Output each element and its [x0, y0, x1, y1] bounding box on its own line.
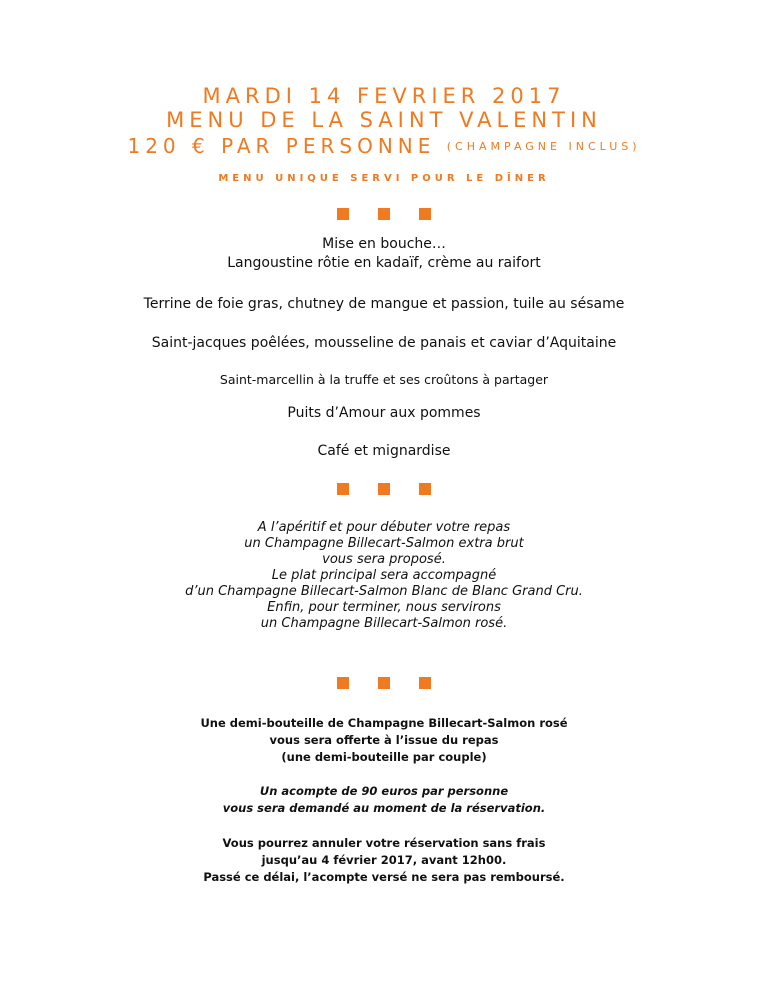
course-line: Saint-jacques poêlées, mousseline de panais et caviar d’Aquitaine	[151, 335, 617, 351]
wine-line: Le plat principal sera accompagné	[271, 568, 497, 583]
course-line: Terrine de foie gras, chutney de mangue et passion, tuile au sésame	[143, 296, 625, 312]
course-main	[0, 334, 768, 353]
course-starter	[0, 295, 768, 314]
wine-line: un Champagne Billecart-Salmon extra brut	[244, 536, 524, 551]
course-line: Café et mignardise	[317, 443, 451, 459]
event-date: MARDI 14 FEVRIER 2017	[202, 84, 566, 108]
gift-note	[0, 715, 768, 766]
wine-pairing	[0, 520, 768, 632]
orange-square-icon	[419, 208, 431, 220]
note-line: (une demi-bouteille par couple)	[281, 750, 487, 764]
course-line: Mise en bouche…	[322, 236, 446, 252]
course-line: Langoustine rôtie en kadaïf, crème au raifort	[227, 255, 541, 271]
orange-square-icon	[378, 483, 390, 495]
course-line: Puits d’Amour aux pommes	[287, 405, 481, 421]
champagne-included-text: (CHAMPAGNE INCLUS)	[446, 140, 641, 153]
note-line: vous sera demandé au moment de la réservation.	[222, 801, 546, 815]
wine-line: A l’apéritif et pour débuter votre repas	[257, 520, 511, 535]
orange-square-icon	[337, 208, 349, 220]
course-coffee	[0, 442, 768, 461]
orange-square-icon	[337, 677, 349, 689]
note-line: vous sera offerte à l’issue du repas	[269, 733, 499, 747]
course-dessert	[0, 404, 768, 423]
menu-header	[0, 84, 768, 184]
wine-line: d’un Champagne Billecart-Salmon Blanc de Blanc Grand Cru.	[185, 584, 583, 599]
deposit-note	[0, 783, 768, 817]
separator-squares-2	[0, 483, 768, 495]
wine-line: Enfin, pour terminer, nous servirons	[267, 600, 501, 615]
note-line: jusqu’au 4 février 2017, avant 12h00.	[261, 853, 507, 867]
menu-title: MENU DE LA SAINT VALENTIN	[166, 108, 602, 132]
note-line: Un acompte de 90 euros par personne	[259, 784, 509, 798]
wine-line: un Champagne Billecart-Salmon rosé.	[260, 616, 508, 631]
wine-line: vous sera proposé.	[322, 552, 446, 567]
cancellation-note	[0, 835, 768, 886]
orange-square-icon	[337, 483, 349, 495]
orange-square-icon	[378, 208, 390, 220]
course-amuse	[0, 235, 768, 273]
orange-square-icon	[378, 677, 390, 689]
orange-square-icon	[419, 677, 431, 689]
menu-subtitle: MENU UNIQUE SERVI POUR LE DÎNER	[218, 173, 550, 184]
note-line: Une demi-bouteille de Champagne Billecart-Salmon rosé	[200, 716, 568, 730]
separator-squares-1	[0, 208, 768, 220]
separator-squares-3	[0, 677, 768, 689]
course-cheese	[0, 370, 768, 389]
course-line: Saint-marcellin à la truffe et ses croûtons à partager	[219, 372, 549, 387]
note-line: Passé ce délai, l’acompte versé ne sera pas remboursé.	[203, 870, 565, 884]
orange-square-icon	[419, 483, 431, 495]
price-line	[0, 134, 768, 159]
price-text: 120 € PAR PERSONNE	[127, 134, 436, 158]
note-line: Vous pourrez annuler votre réservation sans frais	[222, 836, 546, 850]
